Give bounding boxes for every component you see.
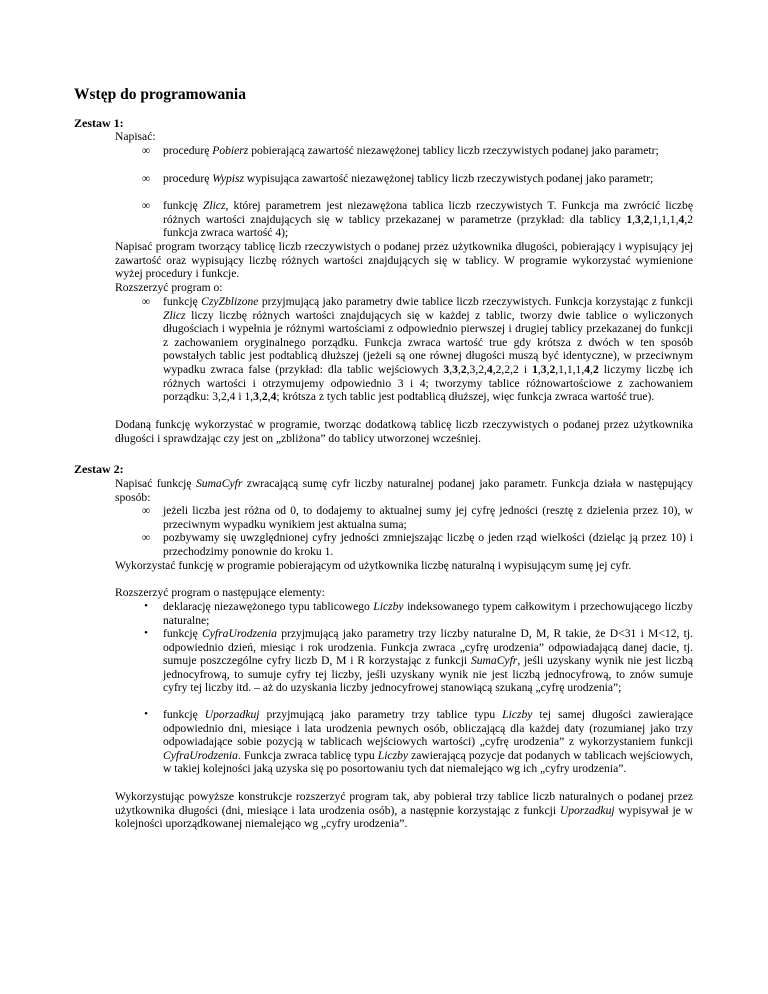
infinity-bullet-icon: ∞ [141,172,151,185]
set1-item-zlicz: ∞ funkcję Zlicz, której parametrem jest niezawężona tablica liczb rzeczywistych T. Funkcja ma zwrócić liczbę różnych wartości znajdujących się w tablicy przekazanej w parametrze (przykład: dla tablicy 1,3,2,1,1,1,4,2 funkcja zwraca wartość 4); [115,199,693,240]
infinity-bullet-icon: ∞ [141,144,151,157]
set1-extend-intro: Rozszerzyć program o: [115,281,223,294]
set1-item-pobierz: ∞ procedurę Pobierz pobierającą zawartość niezawężonej tablicy liczb rzeczywistych podanej jako parametr; [115,144,693,158]
set2-step-1: ∞ jeżeli liczba jest różna od 0, to dodajemy to aktualnej sumy jej cyfrę jedności (resztę z dzielenia przez 10), w przeciwnym wypadku wynikiem jest aktualna suma; [115,504,693,531]
dot-bullet-icon: • [144,708,148,720]
infinity-bullet-icon: ∞ [141,531,151,544]
set1-intro: Napisać: [115,130,156,143]
set2-intro: Napisać funkcję SumaCyfr zwracającą sumę cyfr liczby naturalnej podanej jako parametr. Funkcja działa w następujący sposób: [115,477,693,504]
dot-bullet-icon: • [144,627,148,639]
set2-final-paragraph: Wykorzystując powyższe konstrukcje rozszerzyć program tak, aby pobierał trzy tablice liczb naturalnych o podanej przez użytkownika długości (dni, miesiące i lata urodzenia osób), a następnie korzystając z funkcji Uporzadkuj wypisywał je w kolejności uporządkowanej niemalejąco wg „cyfry urodzenia”. [115,790,693,831]
set2-elem-uporzadkuj: • funkcję Uporzadkuj przyjmującą jako parametry trzy tablice typu Liczby tej samej długości zawierające odpowiednio dni, miesiące i lata urodzenia pewnych osób, obliczającą dla każdej daty (rozumianej jako trzy odpowiadające sobie pozycją w tablicach wejściowych wartości) „cyfrę urodzenia” z wykorzystaniem funkcji CyfraUrodzenia. Funkcja zwraca tablicę typu Liczby zawierającą pozycje dat podanych w tablicach wejściowych, w takiej kolejności jaką uzyska się po posortowaniu tych dat niemalejąco wg ich „cyfry urodzenia”. [115,708,693,776]
func-name-zlicz: Zlicz [202,199,226,212]
type-name-liczby: Liczby [373,600,404,613]
proc-name-pobierz: Pobierz [212,144,249,157]
func-name-czyzblizone: CzyZblizone [201,295,259,308]
infinity-bullet-icon: ∞ [141,295,151,308]
set2-elem-cyfraurodzenia: • funkcję CyfraUrodzenia przyjmującą jako parametry trzy liczby naturalne D, M, R takie, że D<31 i M<12, tj. odpowiednio dzień, miesiąc i rok urodzenia. Funkcja zwraca „cyfrę urodzenia” odpowiadającą danej dacie, tj. sumuje poszczególne cyfry liczb D, M i R korzystając z funkcji SumaCyfr, jeśli uzyskany wynik nie jest liczbą jednocyfrową, to sumuje cyfry tej liczby, jeśli uzyskany wynik nie jest liczbą jednocyfrową, to znów sumuje cyfry tej liczby itd. – aż do uzyskania liczby jednocyfrowej stanowiącą szukaną „cyfrę urodzenia”; [115,627,693,695]
set2-step-2: ∞ pozbywamy się uwzględnionej cyfry jedności zmniejszając liczbę o jeden rząd wielkości (dzieląc ją przez 10) i przechodzimy ponownie do kroku 1. [115,531,693,558]
set1-program-paragraph: Napisać program tworzący tablicę liczb rzeczywistych o podanej przez użytkownika długości, pobierający i wypisujący jej zawartość oraz wypisujący liczbę różnych wartości znajdujących się w tablicy. W programie wykorzystać wymienione wyżej procedury i funkcje. [115,240,693,281]
set2-extend-intro: Rozszerzyć program o następujące elementy: [115,586,325,599]
set2-elem-liczby: • deklarację niezawężonego typu tablicowego Liczby indeksowanego typem całkowitym i przechowującego liczby naturalne; [115,600,693,627]
set1-item-czyzblizone: ∞ funkcję CzyZblizone przyjmującą jako parametry dwie tablice liczb rzeczywistych. Funkcja korzystając z funkcji Zlicz liczy liczbę różnych wartości znajdujących się w każdej z tablic, tworzy dwie tablice o wyliczonych długościach i wypełnia je różnymi wartościami z odpowiednio pierwszej i drugiej tablicy przekazanej do funkcji z zachowaniem oryginalnego porządku. Funkcja zwraca wartość true gdy krótsza z dwóch w ten sposób powstałych tablic jest podtablicą dłuższej (jeżeli są one równej długości muszą być identyczne), w przeciwnym wypadku zwraca false (przykład: dla tablic wejściowych 3,3,2,3,2,4,2,2,2 i 1,3,2,1,1,1,4,2 liczymy liczbę ich różnych wartości i otrzymujemy odpowiednio 3 i 4; tworzymy tablice różnowartościowe z zachowaniem porządku: 3,2,4 i 1,3,2,4; krótsza z tych tablic jest podtablicą dłuższej, więc funkcja zwraca wartość true). [115,295,693,404]
func-name-uporzadkuj: Uporzadkuj [204,708,260,721]
set1-header: Zestaw 1: [74,116,124,130]
set1-final-paragraph: Dodaną funkcję wykorzystać w programie, tworząc dodatkową tablicę liczb rzeczywistych o podanej przez użytkownika długości i sprawdzając czy jest on „zbliżona” do tablicy utworzonej wcześniej. [115,418,693,445]
proc-name-wypisz: Wypisz [212,172,245,185]
func-name-cyfraurodzenia: CyfraUrodzenia [202,627,277,640]
set2-use-paragraph: Wykorzystać funkcję w programie pobierającym od użytkownika liczbę naturalną i wypisującym sumę jej cyfr. [115,559,632,572]
func-name-uporzadkuj-ref: Uporzadkuj [559,803,615,817]
set1-item-wypisz: ∞ procedurę Wypisz wypisująca zawartość niezawężonej tablicy liczb rzeczywistych podanej jako parametr; [115,172,693,186]
infinity-bullet-icon: ∞ [141,504,151,517]
set2-header: Zestaw 2: [74,462,124,476]
dot-bullet-icon: • [144,600,148,612]
func-name-sumacyfr: SumaCyfr [195,477,243,490]
document-title: Wstęp do programowania [74,86,246,103]
infinity-bullet-icon: ∞ [141,199,151,212]
